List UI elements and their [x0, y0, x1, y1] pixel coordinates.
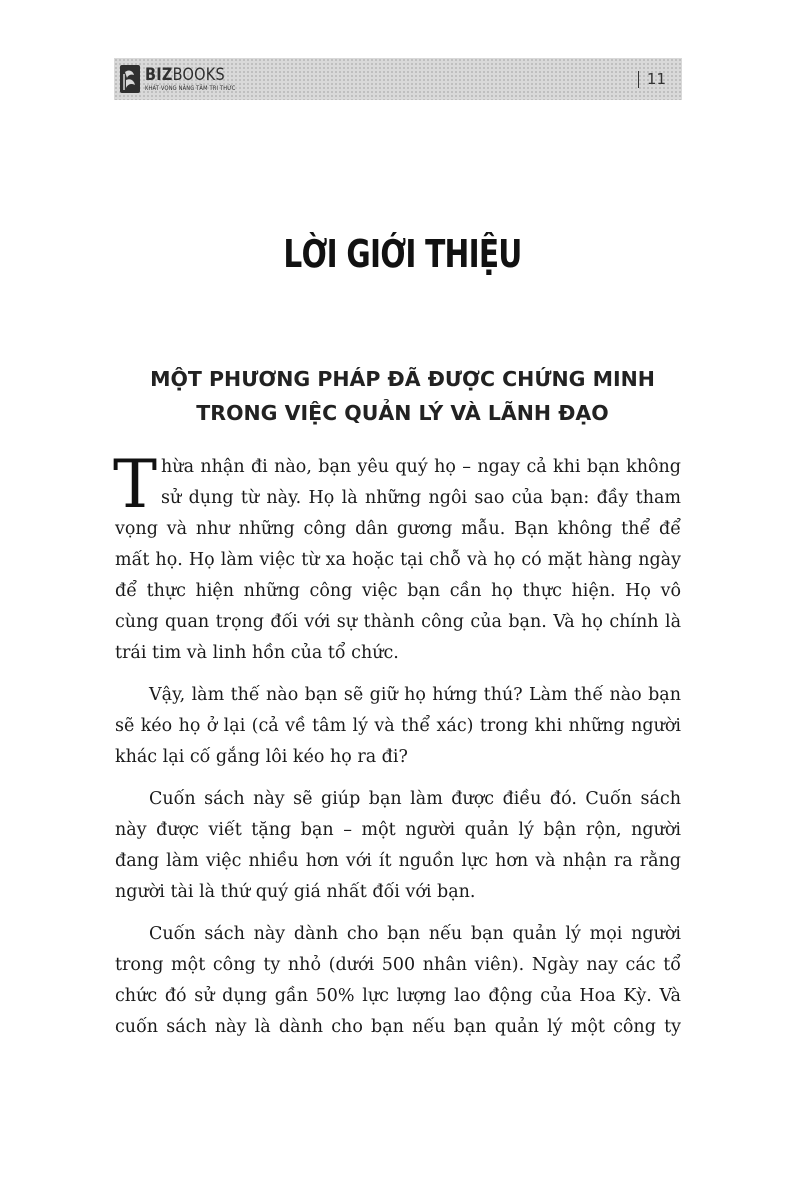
section-subtitle — [0, 362, 805, 430]
text-line: Cuốn sách này sẽ giúp bạn làm được điều đó. Cuốn sách — [149, 789, 681, 809]
body-text — [113, 446, 681, 1054]
text-line: này được viết tặng bạn – một người quản lý bận rộn, người — [115, 820, 681, 840]
page-number: 11 — [638, 70, 666, 88]
chapter-title: LỜI GIỚI THIỆU — [283, 232, 522, 276]
subtitle-line-1: MỘT PHƯƠNG PHÁP ĐÃ ĐƯỢC CHỨNG MINH — [150, 367, 655, 391]
text-line: Vậy, làm thế nào bạn sẽ giữ họ hứng thú? Làm thế nào bạn — [149, 685, 681, 705]
text-line: vọng và như những công dân gương mẫu. Bạn không thể để — [115, 519, 681, 539]
text-line: mất họ. Họ làm việc từ xa hoặc tại chỗ và họ có mặt hàng ngày — [115, 550, 681, 570]
page-number-divider — [638, 71, 639, 88]
text-line: trong một công ty nhỏ (dưới 500 nhân viên). Ngày nay các tổ — [115, 955, 681, 975]
brand-name: BIZBOOKS — [145, 64, 225, 85]
text-line: cùng quan trọng đối với sự thành công của bạn. Và họ chính là — [115, 612, 681, 632]
paragraph-4 — [115, 919, 681, 1043]
subtitle-line-2: TRONG VIỆC QUẢN LÝ VÀ LÃNH ĐẠO — [196, 401, 609, 425]
text-line: cuốn sách này là dành cho bạn nếu bạn quản lý một công ty — [115, 1017, 681, 1037]
drop-cap: T — [113, 446, 158, 523]
text-line: đang làm việc nhiều hơn với ít nguồn lực hơn và nhận ra rằng — [115, 851, 681, 871]
text-line: hừa nhận đi nào, bạn yêu quý họ – ngay cả khi bạn không — [161, 457, 681, 477]
text-line: Cuốn sách này dành cho bạn nếu bạn quản lý mọi người — [149, 924, 681, 944]
text-line: sẽ kéo họ ở lại (cả về tâm lý và thể xác) trong khi những người — [115, 716, 681, 736]
text-line: chức đó sử dụng gần 50% lực lượng lao động của Hoa Kỳ. Và — [115, 986, 681, 1006]
paragraph-2 — [115, 680, 681, 773]
text-line: người tài là thứ quý giá nhất đối với bạn. — [115, 882, 476, 902]
running-header — [114, 58, 682, 100]
text-line: sử dụng từ này. Họ là những ngôi sao của bạn: đầy tham — [161, 488, 681, 508]
text-line: để thực hiện những công việc bạn cần họ thực hiện. Họ vô — [115, 581, 681, 601]
text-line: trái tim và linh hồn của tổ chức. — [115, 643, 399, 663]
paragraph-1 — [113, 446, 681, 669]
bizbooks-logo-icon — [119, 64, 141, 94]
brand-tagline: KHÁT VỌNG NÂNG TẦM TRI THỨC — [145, 84, 236, 92]
publisher-logo — [119, 63, 251, 95]
paragraph-3 — [115, 784, 681, 908]
text-line: khác lại cố gắng lôi kéo họ ra đi? — [115, 747, 408, 767]
